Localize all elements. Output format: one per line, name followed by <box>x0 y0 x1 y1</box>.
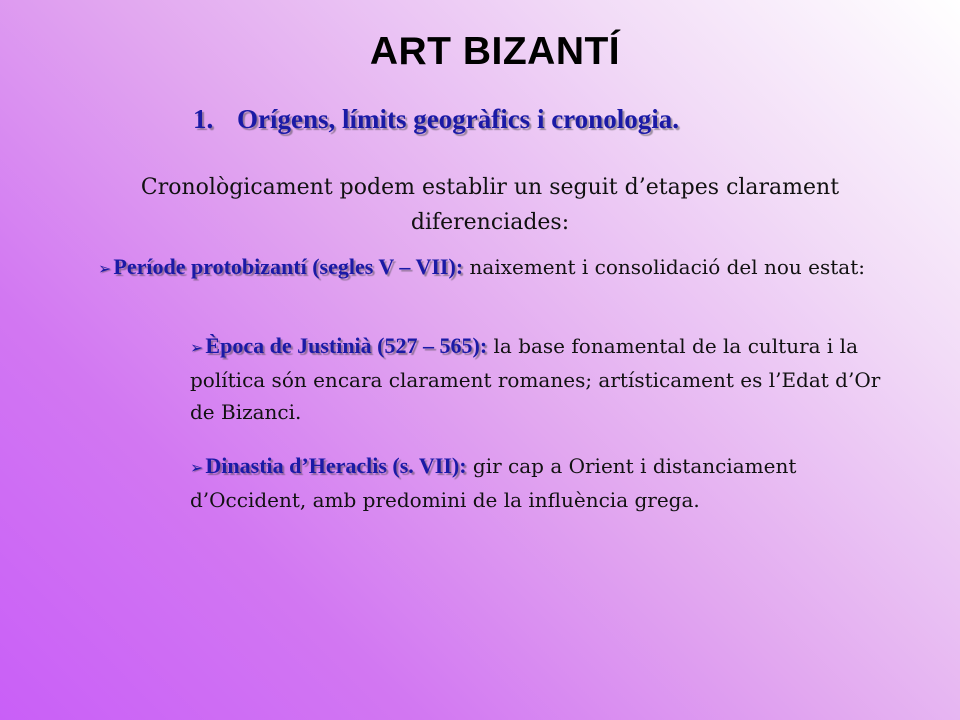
section-number: 1. <box>193 104 214 134</box>
bullet-text: gir cap a Orient i distanciament d’Occident, amb predomini de la influència grega. <box>190 454 797 512</box>
bullet-protobyzantine-period <box>98 251 910 285</box>
arrow-right-icon: ➢ <box>190 338 204 357</box>
section-heading-text: Orígens, límits geogràfics i cronologia. <box>237 104 679 134</box>
arrow-right-icon: ➢ <box>98 259 112 278</box>
bullet-label: Període protobizantí (segles V – VII): <box>113 254 464 279</box>
bullet-label: Dinastia d’Heraclis (s. VII): <box>205 453 467 478</box>
bullet-heraclian-dynasty <box>190 450 910 516</box>
bullet-text: la base fonamental de la cultura i la política són encara clarament romanes; artísticament es l’Edat d’Or de Bizanci. <box>190 334 881 424</box>
intro-paragraph: Cronològicament podem establir un seguit d’etapes clarament diferenciades: <box>140 175 840 235</box>
bullet-justinian-era <box>190 330 910 428</box>
bullet-label: Època de Justinià (527 – 565): <box>205 333 488 358</box>
arrow-right-icon: ➢ <box>190 458 204 477</box>
slide-title: ART BIZANTÍ <box>369 30 621 73</box>
section-heading <box>193 104 679 135</box>
bullet-text: naixement i consolidació del nou estat: <box>463 255 865 279</box>
